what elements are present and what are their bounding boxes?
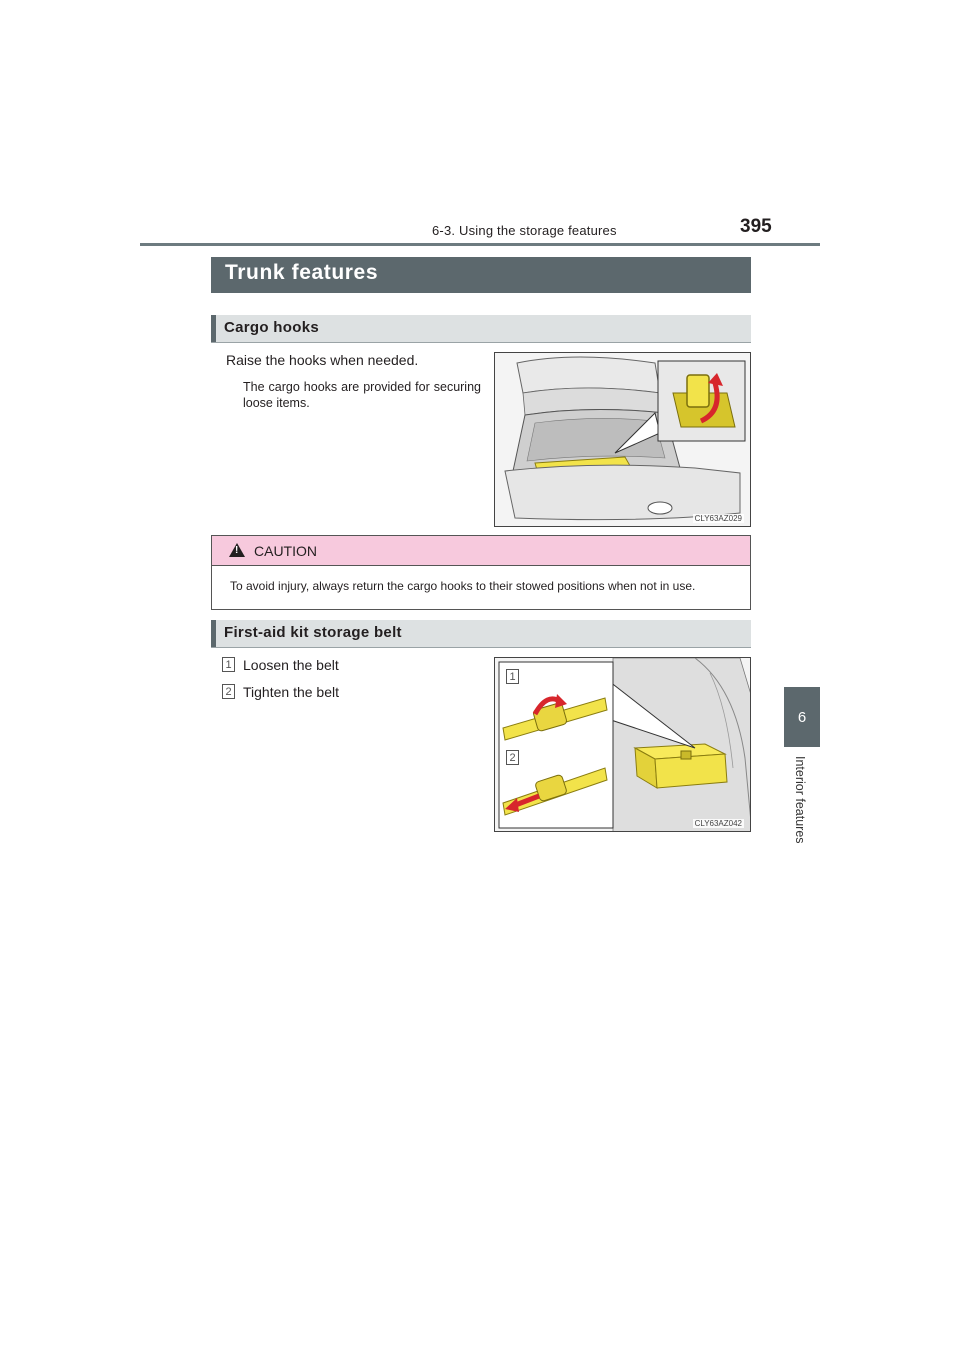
page-number: 395 [740, 216, 772, 237]
cargo-hooks-instruction: Raise the hooks when needed. [226, 352, 419, 368]
belt-illustration-svg [495, 658, 751, 832]
caution-box [211, 535, 751, 610]
header-divider [140, 243, 820, 246]
first-aid-belt-illustration [494, 657, 751, 832]
step-text: Tighten the belt [243, 684, 339, 700]
step-number-badge: 2 [222, 684, 235, 699]
chapter-label: Interior features [793, 756, 807, 844]
first-aid-heading [211, 620, 751, 648]
figure-code: CLY63AZ029 [694, 514, 742, 523]
warning-triangle-icon: ! [229, 543, 245, 557]
heading-accent [211, 315, 216, 342]
caution-label: CAUTION [254, 543, 317, 559]
step-number-badge: 1 [222, 657, 235, 672]
caution-text: To avoid injury, always return the cargo hooks to their stowed positions when not in use. [230, 579, 696, 593]
caution-header [212, 536, 750, 566]
step-text: Loosen the belt [243, 657, 339, 673]
running-header-section: 6-3. Using the storage features [432, 223, 617, 238]
figure-step-badge: 2 [506, 750, 519, 765]
cargo-hooks-heading-label: Cargo hooks [224, 319, 319, 336]
cargo-hooks-heading [211, 315, 751, 343]
trunk-illustration-svg [495, 353, 751, 527]
chapter-tab: 6 [784, 687, 820, 747]
heading-accent [211, 620, 216, 647]
page-title: Trunk features [211, 257, 751, 293]
cargo-hooks-note: The cargo hooks are provided for securing loose items. [243, 380, 481, 410]
cargo-hooks-illustration [494, 352, 751, 527]
first-aid-heading-label: First-aid kit storage belt [224, 624, 402, 641]
figure-step-badge: 1 [506, 669, 519, 684]
figure-code: CLY63AZ042 [694, 819, 742, 828]
